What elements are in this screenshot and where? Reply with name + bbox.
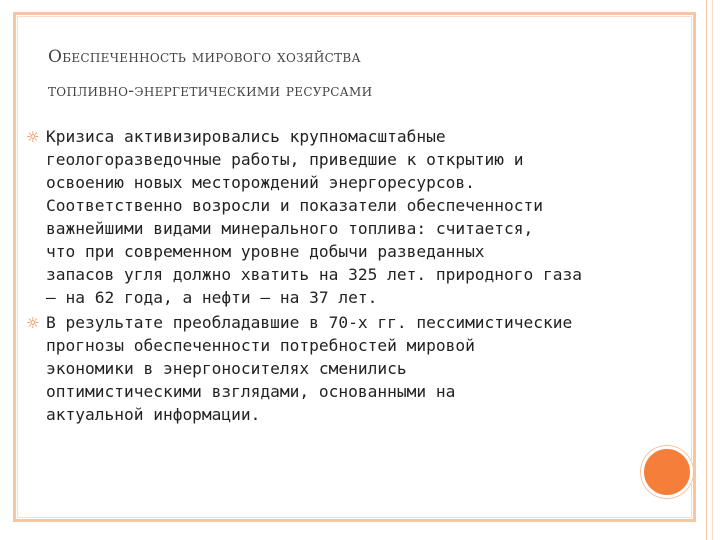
- orange-circle-decor: [641, 446, 693, 498]
- title-line-2: топливно-энергетическими ресурсами: [48, 81, 373, 101]
- bullet-list: [26, 125, 666, 428]
- bullet-text: Кризиса активизировались крупномасштабные геологоразведочные работы, приведшие к открытию и освоению новых месторождений энергоресурсов. Соответственно возросли и показатели обеспеченности важнейшими видами минерального топлива: считается, что при современном уровне добычи разведанных запасов угля должно хватить на 325 лет. природного газа — на 62 года, а нефти — на 37 лет.: [46, 127, 583, 307]
- right-decor-line: [712, 0, 713, 540]
- slide-title: [48, 40, 658, 108]
- sun-bullet-icon: ☼: [26, 128, 40, 146]
- right-decor-strip: [699, 0, 720, 540]
- bullet-item: [26, 125, 666, 309]
- sun-bullet-icon: ☼: [26, 314, 40, 332]
- right-decor-line: [706, 0, 707, 540]
- bullet-text: В результате преобладавшие в 70-х гг. пессимистические прогнозы обеспеченности потребностей мировой экономики в энергоносителях сменились оптимистическими взглядами, основанными на актуальной информации.: [46, 313, 573, 424]
- bullet-item: [26, 311, 666, 426]
- title-line-1: Обеспеченность мирового хозяйства: [48, 47, 361, 67]
